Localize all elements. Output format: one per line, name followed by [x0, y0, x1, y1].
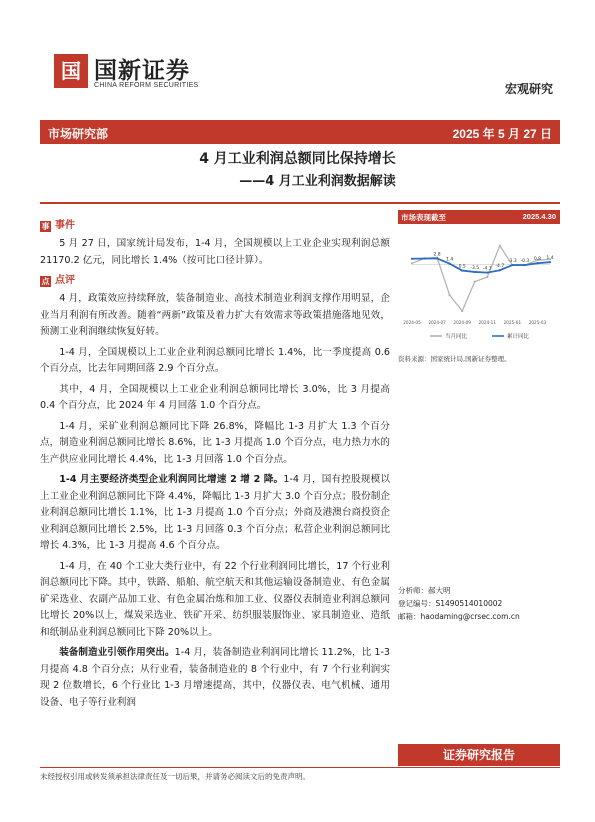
series-1-point-4	[461, 269, 463, 271]
data-label-10: 0.8	[533, 257, 542, 263]
data-label-7: -4.7	[495, 264, 505, 270]
comment-paragraph-1: 4 月，政策效应持续释放，装备制造业、高技术制造业利润支撑作用明显，企业当月利润有所改善。随着“两新”政策及着力扩大有效需求等政策措施落地见效，预测工业利润继续恢复好转。	[40, 293, 390, 337]
series-1-point-11	[549, 261, 551, 263]
section-comment-label: 点评	[55, 274, 75, 286]
data-label-9: -0.3	[520, 259, 530, 265]
data-label-5: -3.5	[470, 265, 480, 271]
sidebar-header-date: 2025.4.30	[522, 212, 556, 221]
series-0-point-3	[449, 294, 451, 296]
comment-paragraph-3: 其中，4 月，全国规模以上工业企业利润总额同比增长 3.0%，比 3 月提高 0.4 个百分点，比 2024 年 4 月回落 1.0 个百分点。	[40, 383, 390, 411]
event-icon: 事	[41, 221, 50, 231]
x-tick-label-10: 2025-03	[528, 320, 547, 325]
comment-paragraph-7	[40, 645, 390, 711]
x-tick-label-2: 2024-07	[428, 320, 446, 325]
report-type: 宏观研究	[504, 82, 553, 96]
paragraph-7-body: 1-4 月，装备制造业利润同比增长 11.2%，比 1-3 月提高 4.8 个百分点；从行业看，装备制造业的 8 个行业中，有 7 个行业利润实现 2 位数增长，6 个行业比 1-3 月增速提高，其中，仪器仪表、电气机械、通用设备、电子等行业利润	[40, 647, 391, 708]
comment-paragraph-6: 1-4 月，在 40 个工业大类行业中，有 22 个行业利润同比增长，17 个行业利润总额同比下降。其中，铁路、船舶、航空航天和其他运输设备制造业、有色金属矿采选业、农副产品加工业、有色金属冶炼和加工业、仪器仪表制造业利润总额同比增长 20%以上，煤炭采选业、铁矿开采、纺织服装服饰业、家具制造业、造纸和纸制品业利润总额同比下降 20%以上。	[40, 560, 390, 638]
brand-logo	[54, 50, 244, 106]
report-badge: 证券研究报告	[398, 744, 560, 766]
section-event-label: 事件	[55, 219, 75, 231]
footer-divider	[40, 767, 560, 768]
chart-source-note: 资料来源：国家统计局,国新证券整理。	[398, 355, 511, 363]
comment-paragraph-2: 1-4 月，全国规模以上工业企业利润总额同比增长 1.4%，比一季度提高 0.6 个百分点，比去年同期回落 2.9 个百分点。	[40, 346, 390, 374]
x-tick-label-6: 2024-11	[478, 320, 497, 325]
series-1-point-3	[449, 263, 451, 265]
title-divider	[40, 202, 560, 204]
sidebar	[398, 210, 560, 363]
comment-paragraph-5	[40, 472, 390, 555]
series-1-point-0	[411, 258, 413, 260]
logo-name: 国新证券	[94, 58, 190, 84]
series-1-point-8	[511, 264, 513, 266]
main-column	[40, 218, 390, 715]
analyst-cert: 登记编号：S1490514010002	[398, 599, 503, 608]
x-tick-label-4: 2024-09	[453, 320, 471, 325]
paragraph-5-body: 1-4 月，国有控股规模以上工业企业利润总额同比下降 4.4%，降幅比 1-3 月扩大 3.0 个百分点；股份制企业利润总额同比增长 1.1%，比 1-3 月提高 1.0 个百分点；外商及港澳台商投资企业利润总额同比增长 2.5%，比 1-3 月回落 0.3 个百分点；私营企业利润总额同比增长 4.3%，比 1-3 月提高 4.6 个百分点。	[40, 474, 390, 551]
section-comment-heading	[40, 273, 390, 289]
data-label-8: -3.3	[507, 259, 517, 265]
department-label: 市场研究部	[48, 127, 109, 141]
legend-label-0: 当月同比	[445, 334, 468, 340]
data-label-3: 1.4	[446, 257, 454, 263]
series-0-point-0	[411, 262, 413, 264]
series-1-point-1	[423, 257, 425, 259]
paragraph-7-lead: 装备制造业引领作用突出。	[59, 647, 175, 658]
series-1-point-10	[536, 262, 538, 264]
data-label-6: -4.3	[482, 266, 492, 272]
series-0-point-7	[499, 245, 501, 247]
series-0-point-6	[486, 276, 488, 278]
comment-paragraph-4: 1-4 月，采矿业利润总额同比下降 26.8%，降幅比 1-3 月扩大 1.3 个百分点，制造业利润总额同比增长 8.6%，比 1-3 月提高 1.0 个百分点，电力热力水的生产供应业同比增长 4.4%，比 1-3 月回落 1.0 个百分点。	[40, 420, 390, 465]
legend-label-1: 累计同比	[507, 334, 530, 340]
series-1-point-9	[524, 264, 526, 266]
series-0-point-4	[461, 310, 463, 312]
analyst-email[interactable]: 邮箱：haodaming@crsec.com.cn	[398, 612, 520, 621]
event-paragraph: 5 月 27 日，国家统计局发布，1-4 月，全国规模以上工业企业实现利润总额 21170.2 亿元，同比增长 1.4%（按可比口径计算）。	[40, 238, 390, 266]
report-date: 2025 年 5 月 27 日	[452, 127, 552, 141]
x-tick-label-8: 2025-01	[503, 320, 522, 325]
series-1-point-6	[486, 272, 488, 274]
series-0-point-5	[474, 281, 476, 283]
sidebar-header-label: 市场表现截至	[401, 213, 446, 222]
data-label-2: 2.8	[433, 252, 441, 258]
report-subtitle: ——4 月工业利润数据解读	[239, 174, 396, 189]
data-label-11: 1.4	[546, 256, 554, 262]
header-band	[40, 120, 560, 144]
series-1-point-2	[436, 257, 438, 259]
analyst-name: 分析师：郝大明	[398, 586, 451, 595]
paragraph-5-lead: 1-4 月主要经济类型企业利润同比增速 2 增 2 降。	[59, 474, 284, 485]
series-1-point-7	[499, 269, 501, 271]
logo-english-name: CHINA REFORM SECURITIES	[94, 82, 199, 89]
comment-icon: 点	[41, 276, 50, 286]
report-title: 4 月工业利润总额同比保持增长	[199, 151, 396, 167]
disclaimer: 未经授权引用或转发须承担法律责任及一切后果，并请务必阅读文后的免责声明。	[40, 772, 310, 781]
data-label-4: 0.5	[458, 264, 466, 270]
logo-mark-icon: 国	[54, 54, 88, 88]
series-1-point-5	[474, 271, 476, 273]
sidebar-header	[398, 210, 560, 224]
section-event-heading	[40, 218, 390, 234]
analyst-info	[398, 584, 520, 623]
profit-growth-chart	[398, 230, 560, 348]
x-tick-label-0: 2024-05	[403, 320, 421, 325]
